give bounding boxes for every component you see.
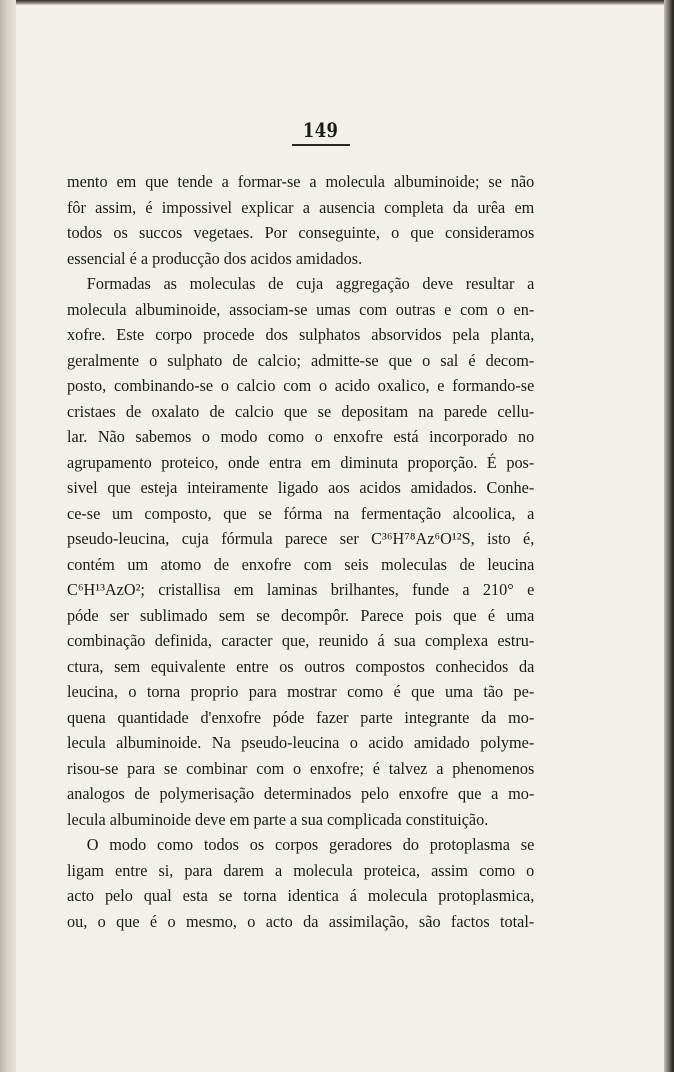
body-text [67, 169, 539, 934]
page-sheet [16, 5, 664, 1072]
book-gutter [0, 0, 16, 1072]
text-line: O modo como todos os corpos geradores do protoplasma se [86, 835, 535, 854]
text-line: posto, combinando-se o calcio com o acido oxalico, e formando-se [67, 376, 535, 395]
text-line: geralmente o sulphato de calcio; admitte-se que o sal é decom- [67, 350, 535, 370]
page-number: 149 [303, 118, 339, 142]
text-line: todos os succos vegetaes. Por conseguinte, o que consideramos [67, 223, 535, 242]
text-line: lecula albuminoide deve em parte a sua complicada constituição. [67, 809, 489, 829]
text-line: cristaes de oxalato de calcio que se depositam na parede cellu- [67, 401, 535, 421]
page-header [271, 118, 371, 146]
text-line: essencial é a producção dos acidos amidados. [67, 248, 363, 268]
text-line: ligam entre si, para darem a molecula proteica, assim como o [67, 860, 535, 880]
text-line: ce-se um composto, que se fórma na fermentação alcoolica, a [67, 503, 535, 523]
text-line: lar. Não sabemos o modo como o enxofre está incorporado no [67, 427, 535, 446]
text-line: Formadas as moleculas de cuja aggregação deve resultar a [86, 274, 535, 293]
text-line: sivel que esteja inteiramente ligado aos acidos amidados. Conhe- [67, 478, 535, 497]
text-line: xofre. Este corpo procede dos sulphatos absorvidos pela planta, [67, 325, 535, 344]
text-line: analogos de polymerisação determinados pelo enxofre que a mo- [67, 784, 535, 803]
text-line: fôr assim, é impossivel explicar a ausencia completa da urêa em [67, 197, 535, 217]
header-rule [292, 144, 350, 146]
text-line: risou-se para se combinar com o enxofre; é talvez a phenomenos [67, 758, 535, 778]
text-line: C⁶H¹³AzO²; cristallisa em laminas brilhantes, funde a 210° e [67, 580, 535, 599]
text-line: agrupamento proteico, onde entra em diminuta proporção. É pos- [67, 452, 535, 472]
text-line: acto pelo qual esta se torna identica á molecula protoplasmica, [67, 886, 535, 905]
text-line: pseudo-leucina, cuja fórmula parece ser C³⁶H⁷⁸Az⁶O¹²S, isto é, [67, 529, 535, 548]
text-line: ctura, sem equivalente entre os outros compostos conhecidos da [67, 656, 535, 676]
text-line: combinação definida, caracter que, reunido á sua complexa estru- [67, 631, 535, 650]
text-line: lecula albuminoide. Na pseudo-leucina o acido amidado polyme- [67, 733, 535, 752]
text-line: quena quantidade d'enxofre póde fazer parte integrante da mo- [67, 707, 535, 727]
text-line: molecula albuminoide, associam-se umas com outras e com o en- [67, 299, 535, 319]
page-edge-shadow [664, 0, 674, 1072]
text-line: leucina, o torna proprio para mostrar como é que uma tão pe- [67, 682, 535, 701]
text-line: ou, o que é o mesmo, o acto da assimilação, são factos total- [67, 911, 535, 931]
text-line: contém um atomo de enxofre com seis moleculas de leucina [67, 554, 535, 574]
text-line: mento em que tende a formar-se a molecula albuminoide; se não [67, 172, 535, 191]
text-line: póde ser sublimado sem se decompôr. Parece pois que é uma [67, 605, 535, 625]
